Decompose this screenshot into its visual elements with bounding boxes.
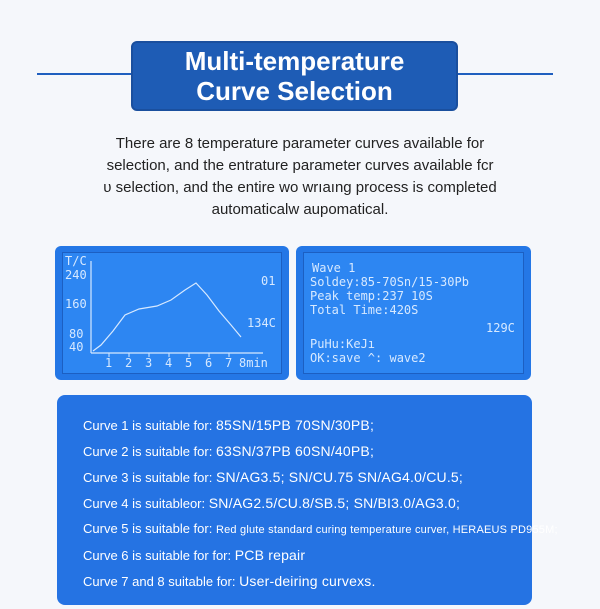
title-rule-right: [458, 73, 553, 75]
curve-row-5: [83, 521, 558, 536]
x-tick-label: 4: [165, 356, 173, 370]
x-tick-label: 1: [105, 356, 113, 370]
curve-label: Curve 2 is suitable for:: [83, 444, 213, 459]
x-tick-label: 7: [225, 356, 233, 370]
intro-line: υ selection, and the entire wo wrıaıng process is completed: [103, 179, 497, 196]
lcd-temp-readout: 129C: [486, 321, 515, 335]
lcd-wave-line: Wave 1: [312, 261, 356, 275]
lcd-graph-screen: [55, 246, 289, 380]
x-ticks: [105, 353, 232, 370]
curve-label: Curve 5 is suitable for:: [83, 521, 213, 536]
curve-row-2: [83, 443, 374, 459]
y-tick-label: 80: [69, 327, 84, 341]
lcd-solder-line: Soldey:85-70Sn/15-30Pb: [310, 275, 469, 289]
curve-value: PCB repair: [234, 547, 306, 563]
curve-value: 85SN/15PB 70SN/30PB;: [215, 417, 375, 433]
curve-row-6: [83, 547, 305, 563]
curve-row-3: [83, 469, 463, 485]
curve-value: SN/AG3.5; SN/CU.75 SN/AG4.0/CU.5;: [215, 469, 463, 485]
lcd-info-screen: [296, 246, 531, 380]
title-rule-left: [37, 73, 132, 75]
curve-row-1: [83, 417, 374, 433]
y-tick-label: 240: [65, 268, 87, 282]
x-unit-label: 8min: [239, 356, 268, 370]
curve-label: Curve 6 is suitable for for:: [83, 548, 232, 563]
lcd-peak-temp-line: Peak temp:237 10S: [310, 289, 433, 303]
y-tick-label: 160: [65, 297, 87, 311]
lcd-ok-save-line: OK:save ^: wave2: [310, 351, 426, 365]
curve-list-panel: [57, 395, 558, 605]
x-tick-label: 6: [205, 356, 213, 370]
curve-label: Curve 7 and 8 suitable for:: [83, 574, 236, 589]
x-tick-label: 3: [145, 356, 153, 370]
y-unit-label: T/C: [65, 254, 87, 268]
intro-line: automaticalw aupomatical.: [211, 201, 389, 218]
curve-value: Red glute standard curing temperature curver, HERAEUS PD955M;: [215, 524, 558, 536]
title-line-2: Curve Selection: [196, 76, 393, 106]
intro-paragraph: [60, 133, 540, 221]
curve-label: Curve 1 is suitable for:: [83, 418, 213, 433]
curve-value: 63SN/37PB 60SN/40PB;: [215, 443, 375, 459]
curve-label: Curve 3 is suitable for:: [83, 470, 213, 485]
curve-row-4: [83, 495, 460, 511]
title-line-1: Multi-temperature: [184, 46, 405, 76]
x-tick-label: 2: [125, 356, 133, 370]
title-banner: [131, 41, 458, 111]
curve-label: Curve 4 is suitableor:: [83, 496, 206, 511]
temperature-curve-graph: [63, 253, 281, 373]
curve-value: SN/AG2.5/CU.8/SB.5; SN/BI3.0/AG3.0;: [208, 495, 461, 511]
curve-value: User-deiring curvexs.: [239, 573, 376, 589]
temperature-curve-line: [93, 283, 241, 351]
graph-readout-index: 01: [261, 274, 276, 288]
x-tick-label: 5: [185, 356, 193, 370]
intro-line: There are 8 temperature parameter curves available for: [115, 135, 485, 152]
y-tick-label: 40: [69, 340, 84, 354]
intro-line: selection, and the entrature parameter curves available fcr: [106, 157, 494, 174]
lcd-graph-display: [62, 252, 282, 374]
graph-readout-temp: 134C: [247, 316, 276, 330]
lcd-total-time-line: Total Time:420S: [310, 303, 419, 317]
lcd-push-key-line: PuHu:KeJı: [310, 337, 376, 351]
curve-row-7: [83, 573, 376, 589]
lcd-info-display: [303, 252, 524, 374]
